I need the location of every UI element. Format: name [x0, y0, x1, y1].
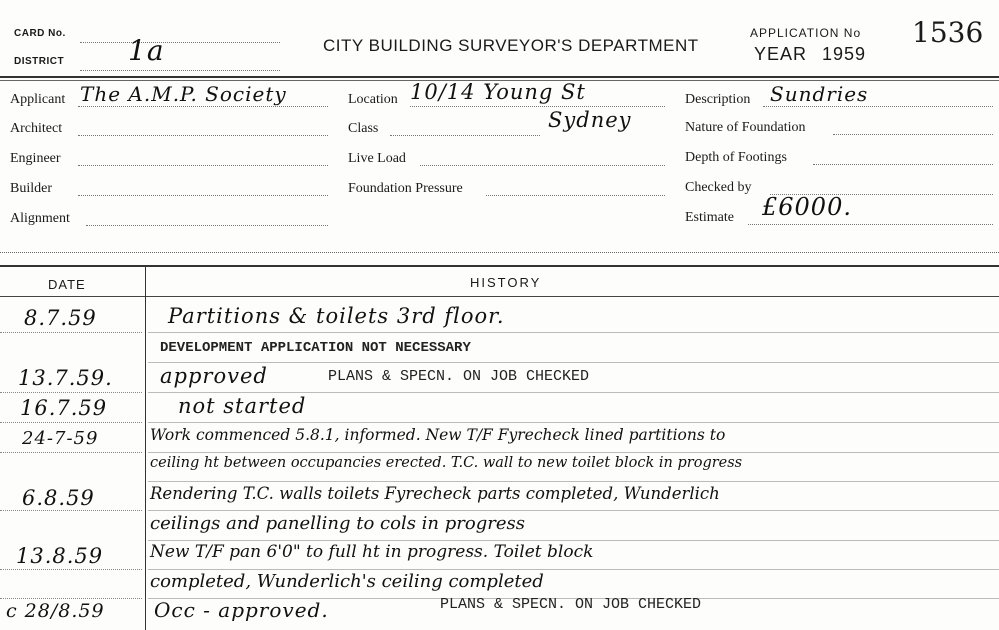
estimate-label: Estimate: [685, 210, 734, 225]
district-label: DISTRICT: [14, 56, 65, 67]
history-date: c 28/8.59: [6, 600, 105, 622]
description-value: Sundries: [770, 82, 869, 106]
location-line: [410, 106, 665, 107]
engineer-label: Engineer: [10, 151, 61, 166]
foundation-pressure-line: [486, 195, 665, 196]
applicant-line: [78, 106, 328, 107]
history-top-rule: [0, 265, 999, 267]
row-line: [148, 362, 999, 363]
history-entry: not started: [178, 394, 307, 418]
date-line: [0, 452, 142, 453]
architect-line: [78, 135, 328, 136]
class-label: Class: [348, 121, 379, 136]
date-header: DATE: [48, 277, 86, 292]
class-line: [390, 135, 540, 136]
date-line: [0, 332, 142, 333]
description-label: Description: [685, 92, 751, 107]
card-no-line: [80, 42, 280, 43]
date-line: [0, 510, 142, 511]
history-entry: ceiling ht between occupancies erected. T.C. wall to new toilet block in progress: [150, 455, 743, 471]
applicant-label: Applicant: [10, 92, 66, 107]
row-line: [148, 510, 999, 511]
department-title: CITY BUILDING SURVEYOR'S DEPARTMENT: [323, 36, 699, 55]
history-stamp: DEVELOPMENT APPLICATION NOT NECESSARY: [160, 340, 471, 356]
fields-bottom-rule: [0, 252, 999, 253]
builder-line: [78, 195, 328, 196]
application-no-value: 1536: [912, 16, 984, 49]
row-line: [148, 392, 999, 393]
history-entry: Rendering T.C. walls toilets Fyrecheck parts completed, Wunderlich: [150, 484, 720, 503]
date-line: [0, 392, 142, 393]
header-rule: [0, 76, 999, 78]
district-value: 1a: [128, 34, 165, 67]
history-entry: New T/F pan 6'0" to full ht in progress. Toilet block: [150, 542, 594, 562]
date-line: [0, 598, 142, 599]
estimate-line: [748, 224, 993, 225]
application-no-label: APPLICATION No: [750, 26, 862, 40]
builder-label: Builder: [10, 181, 52, 196]
row-line: [148, 422, 999, 423]
row-line: [148, 332, 999, 333]
depth-of-footings-label: Depth of Footings: [685, 150, 787, 165]
history-entry: Partitions & toilets 3rd floor.: [168, 304, 505, 328]
location-value: 10/14 Young St: [410, 80, 586, 104]
architect-label: Architect: [10, 121, 63, 136]
date-line: [0, 569, 142, 570]
nature-of-foundation-line: [833, 134, 993, 135]
row-line: [148, 452, 999, 453]
year-label: YEAR: [754, 44, 808, 64]
district-line: [80, 70, 280, 71]
foundation-pressure-label: Foundation Pressure: [348, 181, 463, 196]
history-stamp: PLANS & SPECN. ON JOB CHECKED: [440, 596, 702, 613]
live-load-line: [420, 165, 665, 166]
history-entry: ceilings and panelling to cols in progress: [150, 513, 525, 534]
history-entry: approved: [160, 364, 268, 388]
history-entry: Occ - approved.: [154, 598, 329, 622]
depth-of-footings-line: [813, 164, 993, 165]
date-column-divider: [145, 266, 146, 630]
history-date: 13.8.59: [16, 544, 104, 568]
history-date: 13.7.59.: [18, 366, 113, 390]
history-header: HISTORY: [470, 275, 542, 290]
history-date: 16.7.59: [20, 396, 108, 420]
history-date: 6.8.59: [22, 486, 95, 510]
estimate-value: £6000.: [762, 193, 852, 221]
row-line: [148, 481, 999, 482]
row-line: [148, 569, 999, 570]
history-entry: Work commenced 5.8.1, informed. New T/F Fyrecheck lined partitions to: [150, 426, 726, 444]
history-stamp: PLANS & SPECN. ON JOB CHECKED: [328, 368, 590, 385]
alignment-line: [86, 225, 328, 226]
engineer-line: [78, 165, 328, 166]
history-date: 24-7-59: [22, 428, 99, 449]
description-line: [763, 106, 993, 107]
year-value: 1959: [822, 44, 867, 64]
live-load-label: Live Load: [348, 151, 406, 166]
row-line: [148, 540, 999, 541]
history-date: 8.7.59: [24, 306, 97, 330]
date-line: [0, 422, 142, 423]
card-no-label: CARD No.: [14, 28, 66, 39]
location-value-2: Sydney: [548, 108, 632, 132]
history-entry: completed, Wunderlich's ceiling completed: [150, 571, 544, 592]
alignment-label: Alignment: [10, 211, 70, 226]
header-row-rule: [0, 296, 999, 297]
checked-by-label: Checked by: [685, 180, 752, 195]
nature-of-foundation-label: Nature of Foundation: [685, 120, 806, 135]
location-label: Location: [348, 92, 398, 107]
applicant-value: The A.M.P. Society: [80, 82, 287, 106]
